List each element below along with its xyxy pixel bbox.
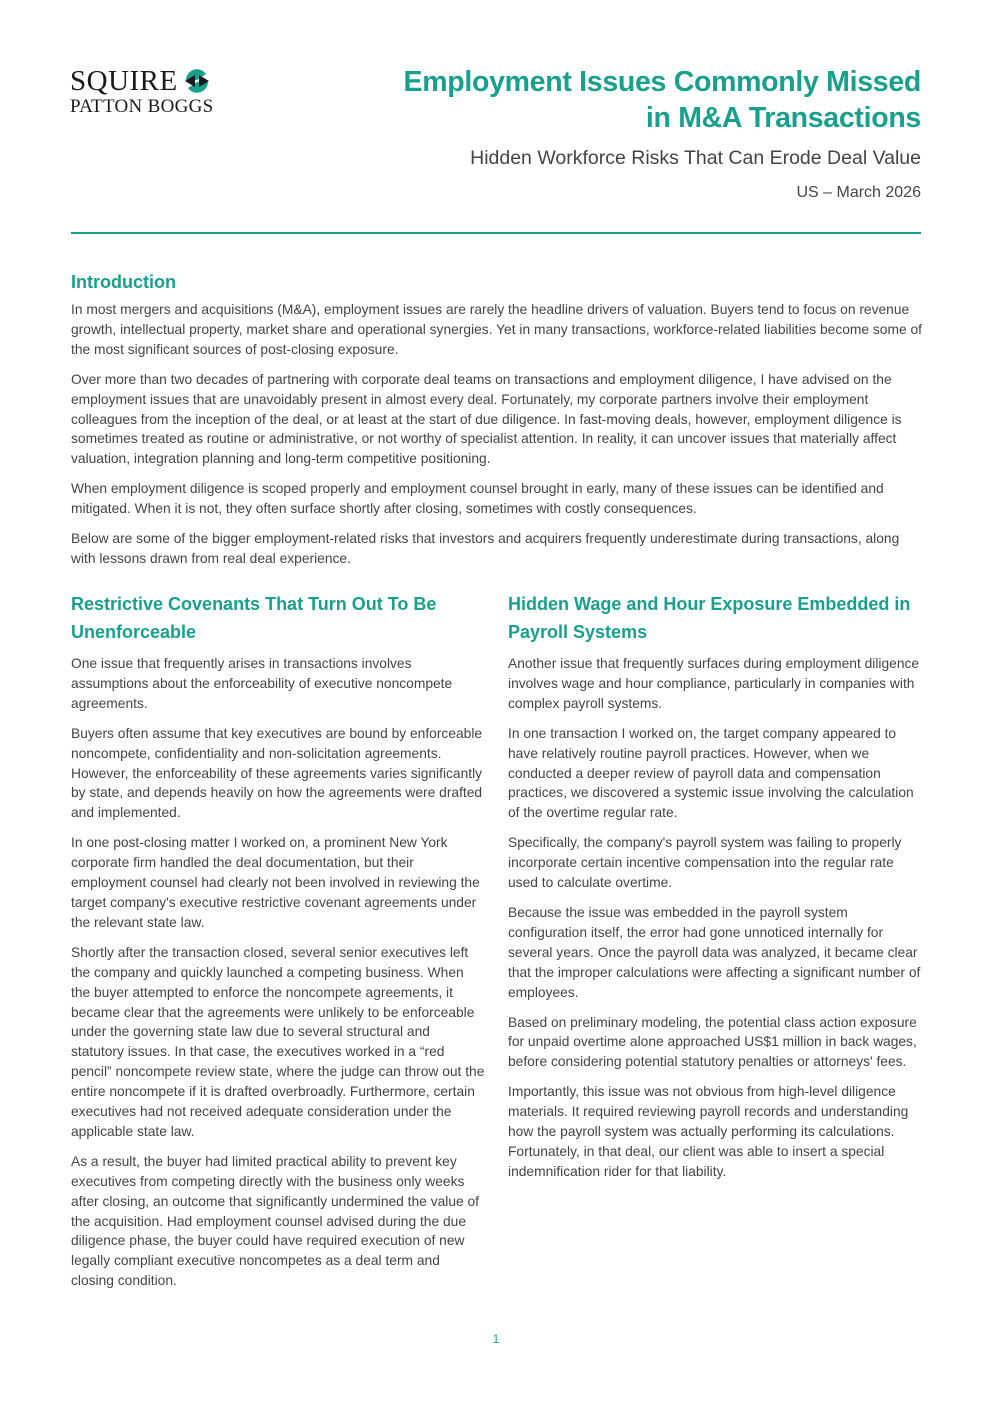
body-paragraph: Shortly after the transaction closed, several senior executives left the company and quickly launched a competing business. When the buyer attempted to enforce the noncompete agreements, it became clear that the agreements were unlikely to be enforceable under the governing state law due to several structural and statutory issues. In that case, the executives worked in a “red pencil” noncompete review state, where the judge can throw out the entire noncompete if it is drafted overbroadly. Furthermore, certain executives had not received adequate consideration under the applicable state law. — [71, 944, 485, 1139]
body-paragraph: Importantly, this issue was not obvious from high-level diligence materials. It required reviewing payroll records and understanding how the payroll system was actually performing its calculations. Fortunately, in that deal, our client was able to insert a special indemnification rider for that liability. — [508, 1084, 909, 1179]
title-line-2: in M&A Transactions — [645, 102, 921, 134]
body-paragraph: Buyers often assume that key executives are bound by enforceable noncompete, confidentiality and non-solicitation agreements. However, the enforceability of these agreements varies significantly by state, and depends heavily on how the agreements were drafted and implemented. — [71, 725, 483, 821]
logo-wordmark-bottom: PATTON BOGGS — [70, 96, 214, 117]
restrictive-covenants-section — [71, 590, 485, 1301]
body-paragraph: Another issue that frequently surfaces during employment diligence involves wage and hour compliance, particularly in companies with complex payroll systems. — [508, 656, 920, 711]
body-paragraph: Specifically, the company's payroll system was failing to properly incorporate certain incentive compensation into the regular rate used to calculate overtime. — [508, 835, 902, 891]
wage-hour-section — [508, 590, 922, 1192]
document-subtitle: Hidden Workforce Risks That Can Erode Deal Value — [470, 147, 921, 169]
wage-hour-heading: Hidden Wage and Hour Exposure Embedded in Payroll Systems — [508, 594, 911, 642]
page-number: 1 — [492, 1332, 500, 1346]
introduction-section — [71, 268, 923, 579]
introduction-heading: Introduction — [71, 272, 176, 292]
body-paragraph: Because the issue was embedded in the payroll system configuration itself, the error had gone unnoticed internally for several years. Once the payroll data was analyzed, it became clear that the improper calculations were affecting a significant number of employees. — [508, 904, 921, 1000]
body-paragraph: As a result, the buyer had limited practical ability to prevent key executives from competing directly with the business only weeks after closing, an outcome that significantly undermined the value of the acquisition. Had employment counsel advised during the due diligence phase, the buyer could have required execution of new legally compliant executive noncompetes as a deal term and closing condition. — [71, 1153, 480, 1289]
body-paragraph: In one transaction I worked on, the target company appeared to have relatively routine payroll practices. However, when we conducted a deeper review of payroll data and compensation practices, we discovered a systemic issue involving the calculation of the overtime regular rate. — [508, 725, 914, 821]
logo-mark-icon — [182, 66, 212, 96]
intro-paragraph: Over more than two decades of partnering with corporate deal teams on transactions and employment diligence, I have advised on the employment issues that are unavoidably present in almost every deal. Fortunately, my corporate partners involve their employment colleagues from the inception of the deal, or at least at the start of due diligence. In fast-moving deals, however, employment diligence is sometimes treated as routine or administrative, or not worthy of specialist attention. In reality, it can uncover issues that materially affect valuation, integration planning and long-term competitive positioning. — [71, 371, 902, 467]
logo-top-row — [70, 66, 214, 96]
document-title — [321, 64, 921, 136]
body-paragraph: In one post-closing matter I worked on, a prominent New York corporate firm handled the deal documentation, but their employment counsel had clearly not been involved in reviewing the target company's executive restrictive covenant agreements under the relevant state law. — [71, 835, 480, 930]
dateline: US – March 2026 — [796, 184, 921, 201]
company-logo — [70, 66, 214, 118]
intro-paragraph: Below are some of the bigger employment-related risks that investors and acquirers frequently underestimate during transactions, along with lessons drawn from real deal experience. — [71, 531, 900, 566]
header — [321, 64, 921, 204]
body-paragraph: One issue that frequently arises in transactions involves assumptions about the enforceability of executive noncompete agreements. — [71, 656, 453, 711]
body-paragraph: Based on preliminary modeling, the potential class action exposure for unpaid overtime alone approached US$1 million in back wages, before considering potential statutory penalties or attorneys' fees. — [508, 1014, 917, 1070]
intro-paragraph: In most mergers and acquisitions (M&A), employment issues are rarely the headline drivers of valuation. Buyers tend to focus on revenue growth, intellectual property, market share and operational synergies. Yet in many transactions, workforce-related liabilities become some of the most significant sources of post-closing exposure. — [71, 302, 922, 357]
logo-wordmark-top: SQUIRE — [70, 65, 178, 97]
intro-paragraph: When employment diligence is scoped properly and employment counsel brought in early, many of these issues can be identified and mitigated. When it is not, they often surface shortly after closing, sometimes with costly consequences. — [71, 481, 884, 517]
header-divider — [71, 232, 921, 234]
restrictive-covenants-heading: Restrictive Covenants That Turn Out To Be Unenforceable — [71, 594, 437, 642]
title-line-1: Employment Issues Commonly Missed — [403, 66, 921, 98]
